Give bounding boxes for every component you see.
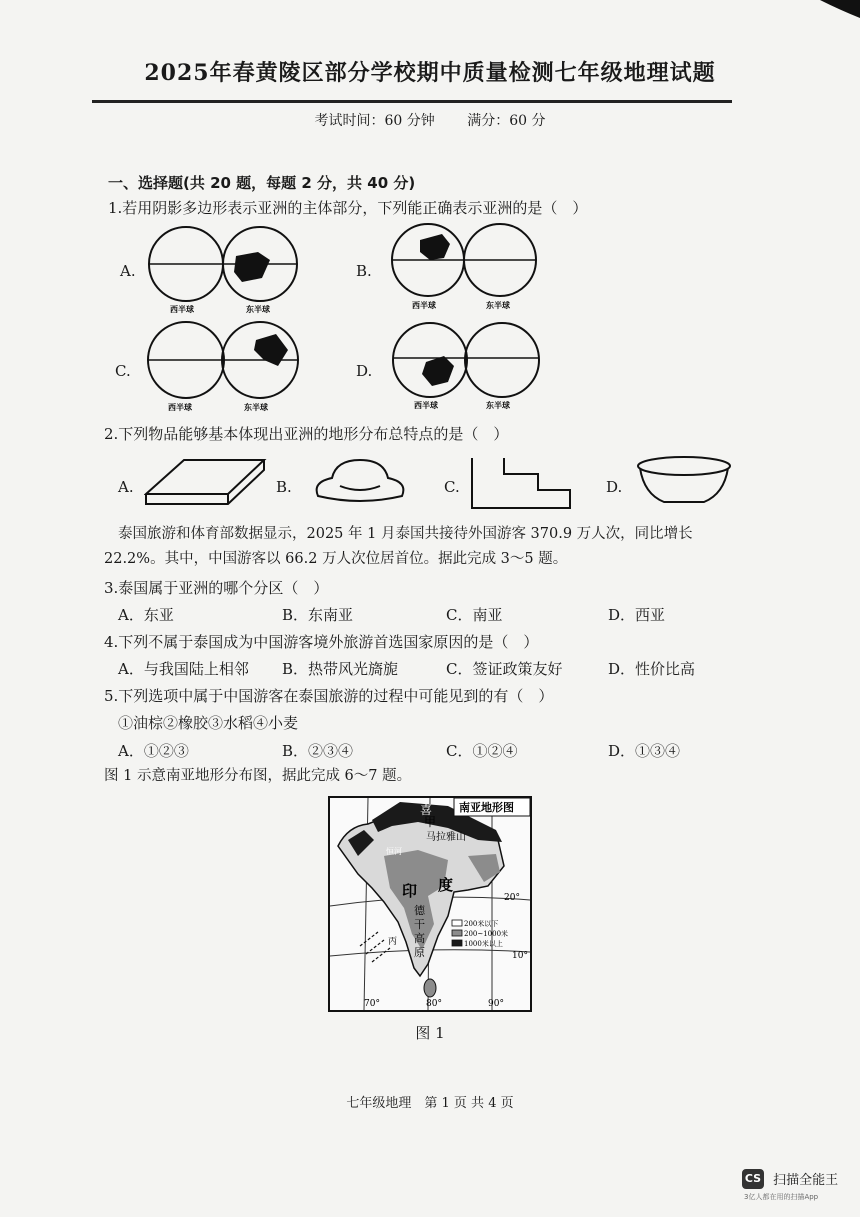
legend-mid: 200~1000米 (464, 930, 509, 938)
question-2-stem: 2.下列物品能够基本体现出亚洲的地形分布总特点的是（ ） (104, 425, 509, 443)
q5-option-b: B．②③④ (282, 742, 354, 760)
question-5-stem: 5.下列选项中属于中国游客在泰国旅游的过程中可能见到的有（ ） (104, 687, 554, 705)
map-title: 南亚地形图 (459, 801, 514, 814)
map-label-lon80: 80° (426, 999, 442, 1009)
q2-option-a-label: A. (118, 478, 134, 496)
q1c-west-label: 西半球 (168, 402, 192, 412)
figure-caption: 图 1 (415, 1024, 445, 1042)
map-label-river: 恒河 (386, 847, 402, 856)
map-label-himalaya-2: 马拉雅山 (426, 832, 466, 843)
scanner-app-name: 扫描全能王 (773, 1173, 839, 1188)
page-corner-mark (800, 0, 860, 20)
legend-high: 1000米以上 (464, 940, 503, 948)
q5-items: ①油棕②橡胶③水稻④小麦 (118, 714, 299, 732)
q1-option-b-figure (390, 222, 550, 318)
q1a-west-label: 西半球 (170, 304, 194, 314)
map-label-lat10: 10° (512, 951, 528, 961)
q1-option-d-label: D. (356, 362, 373, 380)
exam-info (0, 110, 860, 130)
q2-option-b-figure (310, 456, 410, 510)
q1-option-a-label: A. (120, 262, 136, 280)
legend-low: 200米以下 (464, 920, 499, 928)
map-label-india-1: 印 (402, 882, 418, 900)
map-label-jia: 甲 (424, 815, 437, 829)
q1-option-b-label: B. (356, 262, 372, 280)
q2-option-d-label: D. (606, 478, 623, 496)
south-asia-map (328, 796, 532, 1016)
map-label-deccan-1: 德 (414, 904, 425, 917)
question-1-stem: 1.若用阴影多边形表示亚洲的主体部分，下列能正确表示亚洲的是（ ） (108, 199, 588, 217)
q1-option-a-figure (146, 226, 306, 320)
map-label-deccan-3: 高 (414, 932, 425, 945)
title-rule (92, 100, 732, 103)
map-label-lon90: 90° (488, 999, 504, 1009)
map-label-lat20: 20° (504, 893, 520, 903)
q1-option-d-figure (392, 320, 552, 418)
page-footer: 七年级地理 第 1 页 共 4 页 (346, 1096, 514, 1111)
question-4-stem: 4.下列不属于泰国成为中国游客境外旅游首选国家原因的是（ ） (104, 633, 539, 651)
scanner-watermark (742, 1168, 839, 1201)
map-label-india-2: 度 (438, 876, 454, 894)
q2-option-a-figure (144, 458, 268, 512)
q4-option-b: B．热带风光旖旎 (282, 660, 399, 678)
section-heading: 一、选择题(共 20 题，每题 2 分，共 40 分) (108, 174, 416, 192)
q1d-east-label: 东半球 (486, 400, 510, 410)
page-title: 2025年春黄陵区部分学校期中质量检测七年级地理试题 (144, 60, 716, 86)
q1b-east-label: 东半球 (486, 300, 510, 310)
exam-time: 考试时间：60 分钟 (314, 113, 435, 129)
q1c-east-label: 东半球 (244, 402, 268, 412)
map-label-himalaya-1: 喜 (420, 803, 433, 817)
q4-option-d: D．性价比高 (608, 660, 696, 678)
map-label-deccan-4: 原 (414, 946, 425, 959)
q4-option-c: C．签证政策友好 (446, 660, 563, 678)
q5-option-c: C．①②④ (446, 742, 518, 760)
question-3-stem: 3.泰国属于亚洲的哪个分区（ ） (104, 579, 329, 597)
q2-option-c-figure (470, 456, 574, 514)
material-2: 图 1 示意南亚地形分布图，据此完成 6～7 题。 (104, 768, 412, 784)
q5-option-a: A．①②③ (118, 742, 189, 760)
q1-option-c-figure (146, 320, 306, 418)
scanner-logo-badge: CS (742, 1169, 764, 1189)
map-label-lon70: 70° (364, 999, 380, 1009)
scanner-tagline: 3亿人都在用的扫描App (744, 1193, 819, 1201)
material-1-line-2: 22.2%。其中，中国游客以 66.2 万人次位居首位。据此完成 3～5 题。 (104, 551, 568, 567)
q3-option-d: D．西亚 (608, 606, 666, 624)
q2-option-b-label: B. (276, 478, 292, 496)
q2-option-c-label: C. (444, 478, 460, 496)
q5-option-d: D．①③④ (608, 742, 681, 760)
full-score: 满分：60 分 (467, 113, 546, 129)
map-label-deccan-2: 干 (414, 918, 425, 931)
q3-option-b: B．东南亚 (282, 606, 354, 624)
q3-option-a: A．东亚 (118, 606, 174, 624)
map-label-bing: 丙 (388, 937, 398, 947)
q4-option-a: A．与我国陆上相邻 (118, 660, 249, 678)
q1-option-c-label: C. (115, 362, 131, 380)
q1b-west-label: 西半球 (412, 300, 436, 310)
q3-option-c: C．南亚 (446, 606, 503, 624)
q2-option-d-figure (634, 454, 734, 514)
q1a-east-label: 东半球 (246, 304, 270, 314)
material-1-line-1: 泰国旅游和体育部数据显示，2025 年 1 月泰国共接待外国游客 370.9 万人次，同比增长 (118, 526, 693, 542)
q1d-west-label: 西半球 (414, 400, 438, 410)
